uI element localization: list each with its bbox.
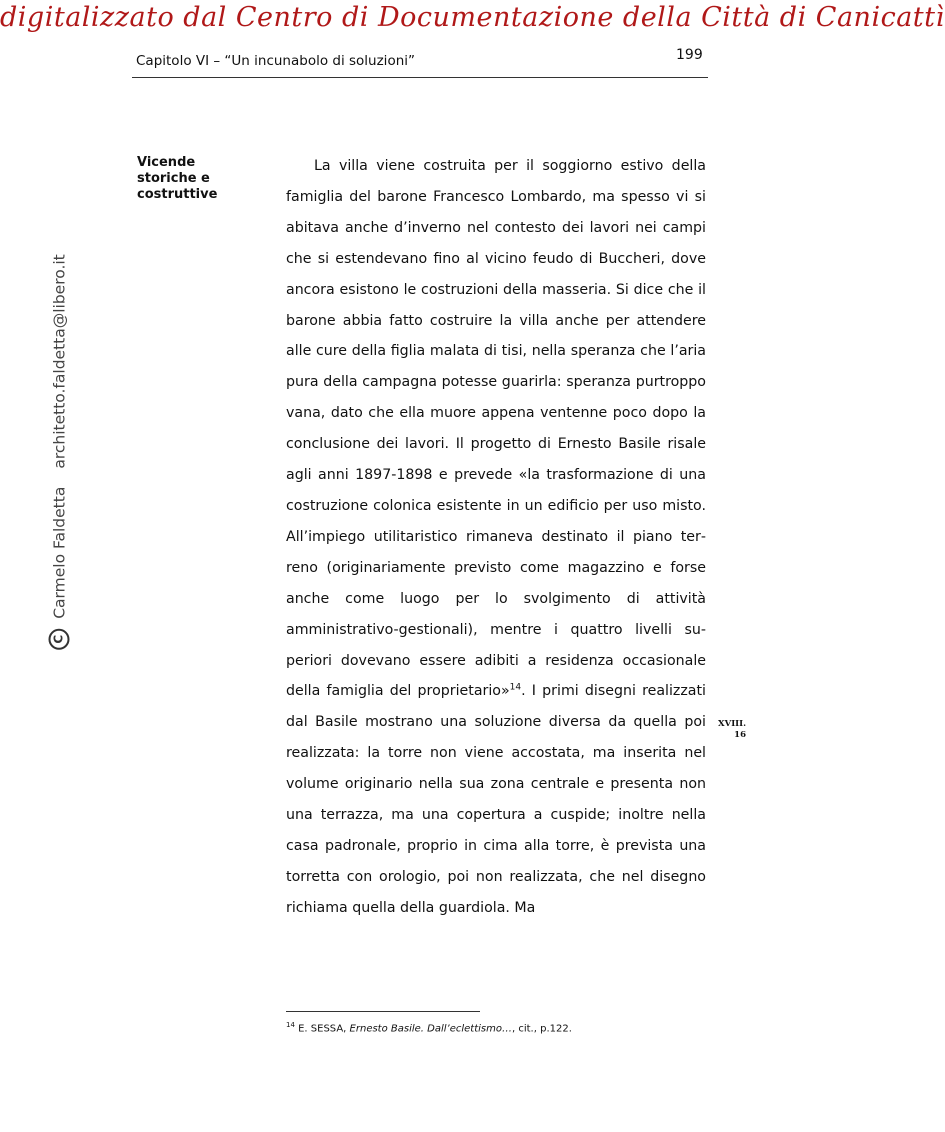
credit-email: architetto.faldetta@libero.it xyxy=(50,254,68,469)
page-number: 199 xyxy=(676,47,703,63)
side-credit xyxy=(49,254,70,650)
footnote-citation: , cit., p.122. xyxy=(512,1023,572,1035)
footnote-number: 14 xyxy=(286,1021,295,1029)
footnote-reference[interactable]: 14 xyxy=(509,682,522,693)
copyright-icon: C xyxy=(49,629,70,650)
body-text xyxy=(286,151,706,924)
footnote-author: E. SESSA, xyxy=(298,1023,347,1035)
footnote-title: Ernesto Basile. Dall’eclettismo… xyxy=(349,1023,512,1035)
credit-author: Carmelo Faldetta xyxy=(50,486,68,619)
footnote xyxy=(286,1019,706,1035)
body-paragraph xyxy=(286,151,706,924)
digitization-watermark: digitalizzato dal Centro di Documentazione della Città di Canicattì xyxy=(0,2,945,33)
margin-note-line: 16 xyxy=(734,730,746,740)
margin-note xyxy=(718,719,746,741)
header-divider xyxy=(132,77,708,78)
margin-heading-line: costruttive xyxy=(137,187,218,202)
footnote-divider xyxy=(286,1011,480,1012)
margin-heading xyxy=(137,155,247,203)
margin-note-line: XVIII. xyxy=(718,719,747,729)
margin-heading-line: Vicende xyxy=(137,155,196,170)
margin-heading-line: storiche e xyxy=(137,171,210,186)
running-head: Capitolo VI – “Un incunabolo di soluzioni” xyxy=(136,53,415,69)
body-text-part-1: La villa viene costruita per il soggiorno estivo della famiglia del barone Francesco Lombardo, ma spesso vi si abitava anche d’inverno nel contesto dei lavori nei campi che si estendevano fino al vicino feudo di Buccheri, dove ancora esistono le costruzioni della masseria. Si dice che il barone abbia fatto costruire la villa anche per attendere alle cure della figlia malata di tisi, nella speranza che l’aria pura della campagna potesse guarirla: speranza purtroppo vana, dato che ella muore appena ventenne poco dopo la conclusione dei lavori. Il progetto di Ernesto Basile risale agli anni 1897-1898 e prevede «la trasformazione di una costruzione colonica esistente in un edificio per uso misto. All’impiego utilitaristico rimaneva destinato il piano terreno (originariamente previsto come magazzino e forse anche come luogo per lo svolgimento di attività amministrativo-gestionali), mentre i quattro livelli superiori dovevano essere adibiti a residenza occasionale della famiglia del proprietario» xyxy=(286,158,706,700)
body-text-part-2: . I primi disegni realizzati dal Basile mostrano una soluzione diversa da quella poi realizzata: la torre non viene accostata, ma inserita nel volume originario nella sua zona centrale e presenta non una terrazza, ma una copertura a cuspide; inoltre nella casa padronale, proprio in cima alla torre, è prevista una torretta con orologio, poi non realizzata, che nel disegno richiama quella della guardiola. Ma xyxy=(286,683,706,916)
